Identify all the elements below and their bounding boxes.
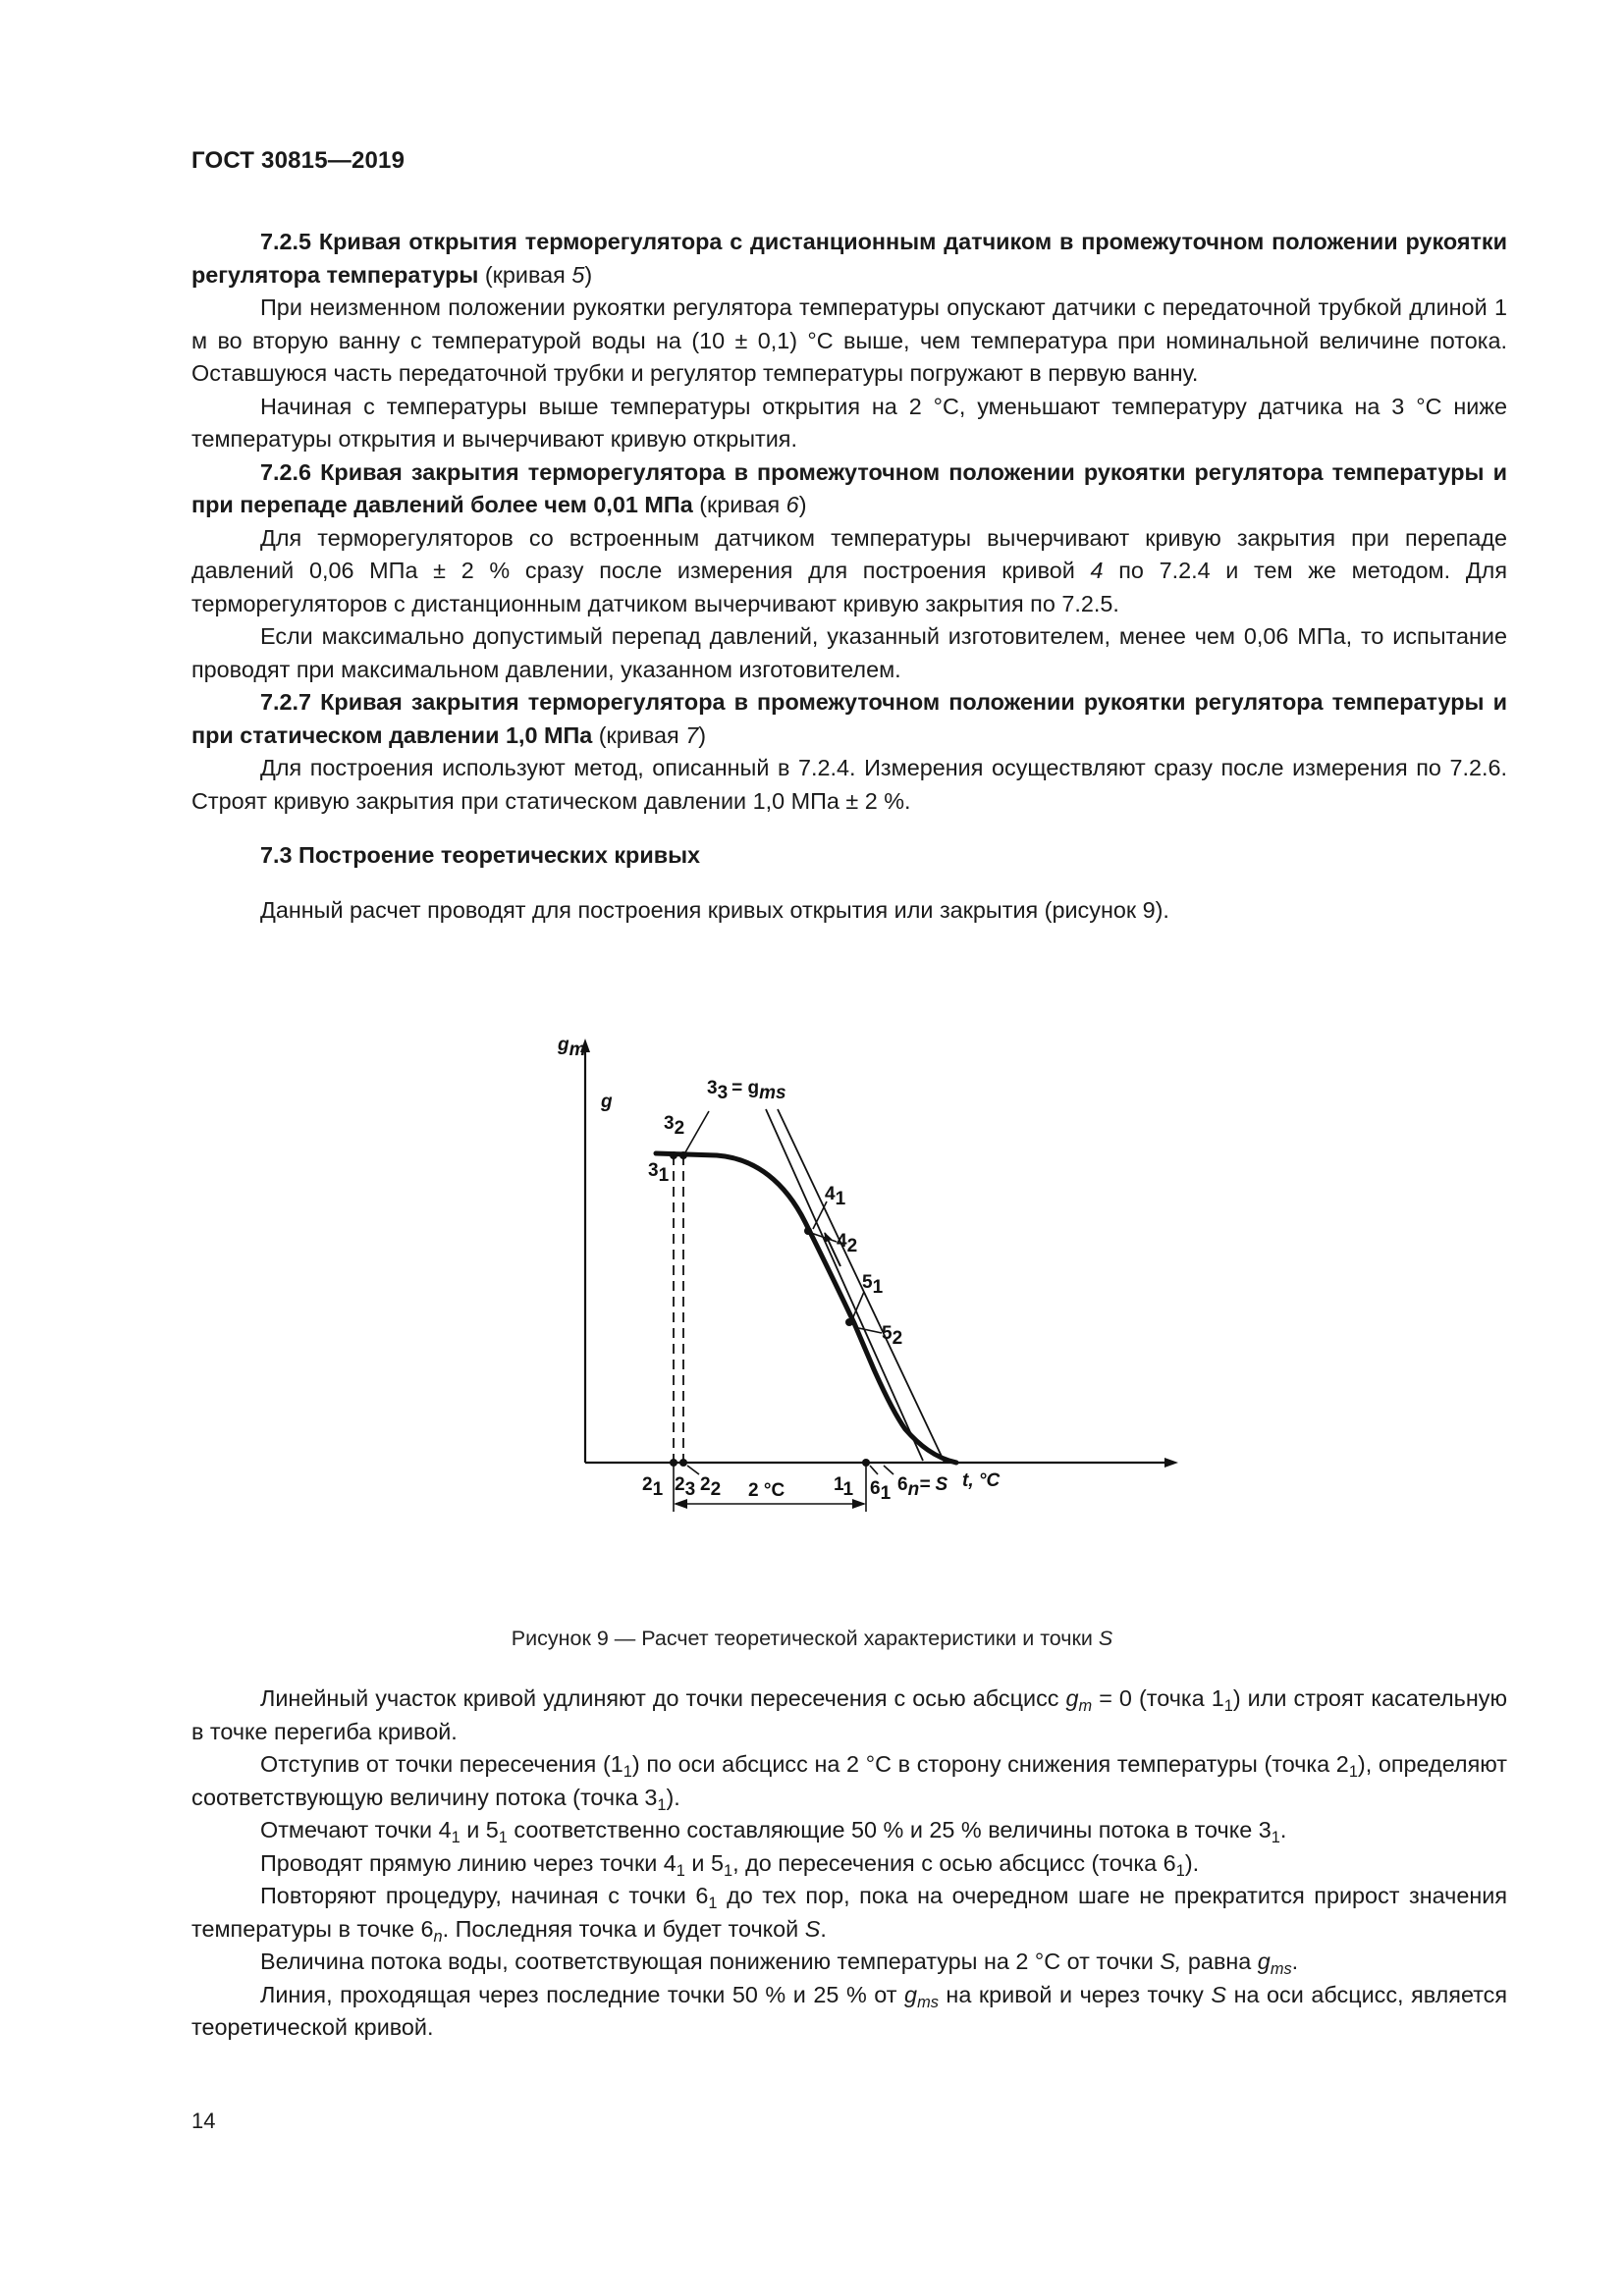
section-7-2-7-heading: 7.2.7 Кривая закрытия терморегулятора в промежуточном положении рукоятки регулятора температуры и при статическом давлении 1,0 МПа (кривая 7) — [191, 689, 1507, 748]
label-3-1: 31 — [648, 1160, 670, 1186]
paragraph: Если максимально допустимый перепад давлений, указанный изготовителем, менее чем 0,06 МПа, то испытание проводят при максимальном давлении, указанном изготовителем. — [191, 623, 1507, 682]
paragraph: Повторяют процедуру, начиная с точки $6_1$ до тех пор, пока на очередном шаге не прекратится прирост значения температуры в точке $6_n$. Последняя точка и будет точкой S. — [191, 1883, 1507, 1946]
leader-6-n — [884, 1466, 893, 1474]
page-number: 14 — [191, 2109, 216, 2133]
leader-4-1 — [813, 1201, 827, 1229]
label-g: g — [601, 1092, 613, 1112]
x-axis-arrow — [1164, 1458, 1178, 1468]
section-title: Кривая закрытия терморегулятора в промежуточном положении рукоятки регулятора температуры и при перепаде давлений более чем 0,01 МПа — [191, 458, 1507, 517]
label-y-axis: gm — [558, 1035, 586, 1060]
paragraph: Проводят прямую линию через точки $4_1$ и $5_1$, до пересечения с осью абсцисс (точка $6_1$). — [260, 1849, 1200, 1880]
dimension-arrow-right — [852, 1499, 866, 1509]
label-6-1: 61 — [870, 1478, 892, 1504]
label-4-1: 41 — [825, 1184, 846, 1209]
paragraph: Линия, проходящая через последние точки 50 % и 25 % от $g_{ms}$ на кривой и через точку S на оси абсцисс, является теоретической кривой. — [191, 1981, 1508, 2040]
section-7-3-heading: 7.3 Построение теоретических кривых — [260, 842, 701, 868]
label-2-1: 21 — [642, 1474, 664, 1500]
section-7-2-5-heading: 7.2.5 Кривая открытия терморегулятора с дистанционным датчиком в промежуточном положении рукоятки регулятора температуры (кривая 5) — [191, 229, 1508, 288]
figure-9 — [550, 1011, 1178, 1561]
figure-caption: Рисунок 9 — Расчет теоретической характеристики и точки S — [511, 1627, 1113, 1650]
label-2-3: 23 — [675, 1474, 696, 1500]
paragraph: Линейный участок кривой удлиняют до точки пересечения с осью абсцисс $g_m = 0$ (точка $1_1$) или строят касательную в точке перегиба кривой. — [191, 1685, 1507, 1744]
tangent-line — [766, 1109, 923, 1461]
section-number: 7.2.7 — [260, 689, 312, 715]
paragraph: Для терморегуляторов со встроенным датчиком температуры вычерчивают кривую закрытия при перепаде давлений 0,06 МПа ± 2 % сразу после измерения для построения кривой 4 по 7.2.4 и тем же методом. Для терморегуляторов с дистанционным датчиком вычерчивают кривую закрытия по 7.2.5. — [191, 524, 1507, 616]
figure-9-diagram — [550, 1011, 1178, 1561]
leader-3-3 — [685, 1111, 709, 1152]
paragraph: Для построения используют метод, описанный в 7.2.4. Измерения осуществляют сразу после измерения по 7.2.6. Строят кривую закрытия при статическом давлении 1,0 МПа ± 2 %. — [191, 755, 1507, 814]
paragraph: Величина потока воды, соответствующая понижению температуры на 2 °С от точки S, равна $g_{ms}$. — [260, 1949, 1299, 1978]
lower-text — [191, 1682, 1507, 2045]
label-dimension: 2 °C — [748, 1480, 785, 1501]
tangent-line-2 — [778, 1109, 945, 1463]
label-6-n: 6n= S — [897, 1474, 948, 1500]
section-title: Кривая открытия терморегулятора с дистанционным датчиком в промежуточном положении рукоятки регулятора температуры — [191, 229, 1508, 288]
label-5-1: 51 — [862, 1272, 884, 1298]
dimension-arrow-left — [674, 1499, 687, 1509]
leader-6-1 — [870, 1466, 878, 1474]
paragraph: Отступив от точки пересечения $(1_1)$ по оси абсцисс на 2 °С в сторону снижения температуры (точка $2_1$), определяют соответствующую величину потока (точка $3_1$). — [191, 1751, 1507, 1814]
point-3-1 — [670, 1151, 677, 1159]
document-header: ГОСТ 30815—2019 — [191, 147, 406, 174]
label-3-2: 32 — [664, 1113, 685, 1139]
label-4-2: 42 — [837, 1231, 858, 1256]
section-7-2-6-heading: 7.2.6 Кривая закрытия терморегулятора в промежуточном положении рукоятки регулятора температуры и при перепаде давлений более чем 0,01 МПа (кривая 6) — [191, 458, 1507, 517]
leader-2-2 — [687, 1466, 699, 1474]
paragraph: При неизменном положении рукоятки регулятора температуры опускают датчики с передаточной трубкой длиной 1 м во вторую ванну с температурой воды на (10 ± 0,1) °С выше, чем температура при номинальной величине потока. Оставшуюся часть передаточной трубки и регулятор температуры погружают в первую ванну. — [191, 294, 1507, 386]
section-number: 7.2.5 — [260, 229, 312, 254]
paragraph: Начиная с температуры выше температуры открытия на 2 °С, уменьшают температуру датчика на 3 °С ниже температуры открытия и вычерчивают кривую открытия. — [191, 393, 1507, 452]
label-1-1: 11 — [834, 1474, 854, 1500]
paragraph: Отмечают точки $4_1$ и $5_1$ соответственно составляющие 50 % и 25 % величины потока в точке $3_1$. — [260, 1817, 1287, 1846]
label-5-2: 52 — [882, 1323, 903, 1349]
section-number: 7.2.6 — [260, 458, 312, 485]
point-2-3 — [679, 1459, 687, 1467]
point-5-1 — [845, 1318, 853, 1326]
label-3-3: 33 = gms — [707, 1078, 786, 1103]
paragraph: Данный расчет проводят для построения кривых открытия или закрытия (рисунок 9). — [260, 896, 1169, 923]
label-x-axis: t, °C — [962, 1470, 1001, 1491]
point-4-2 — [804, 1227, 812, 1235]
label-2-2: 22 — [700, 1474, 722, 1500]
main-text — [191, 226, 1507, 927]
section-title: Кривая закрытия терморегулятора в промежуточном положении рукоятки регулятора температуры и при статическом давлении 1,0 МПа — [191, 689, 1507, 748]
